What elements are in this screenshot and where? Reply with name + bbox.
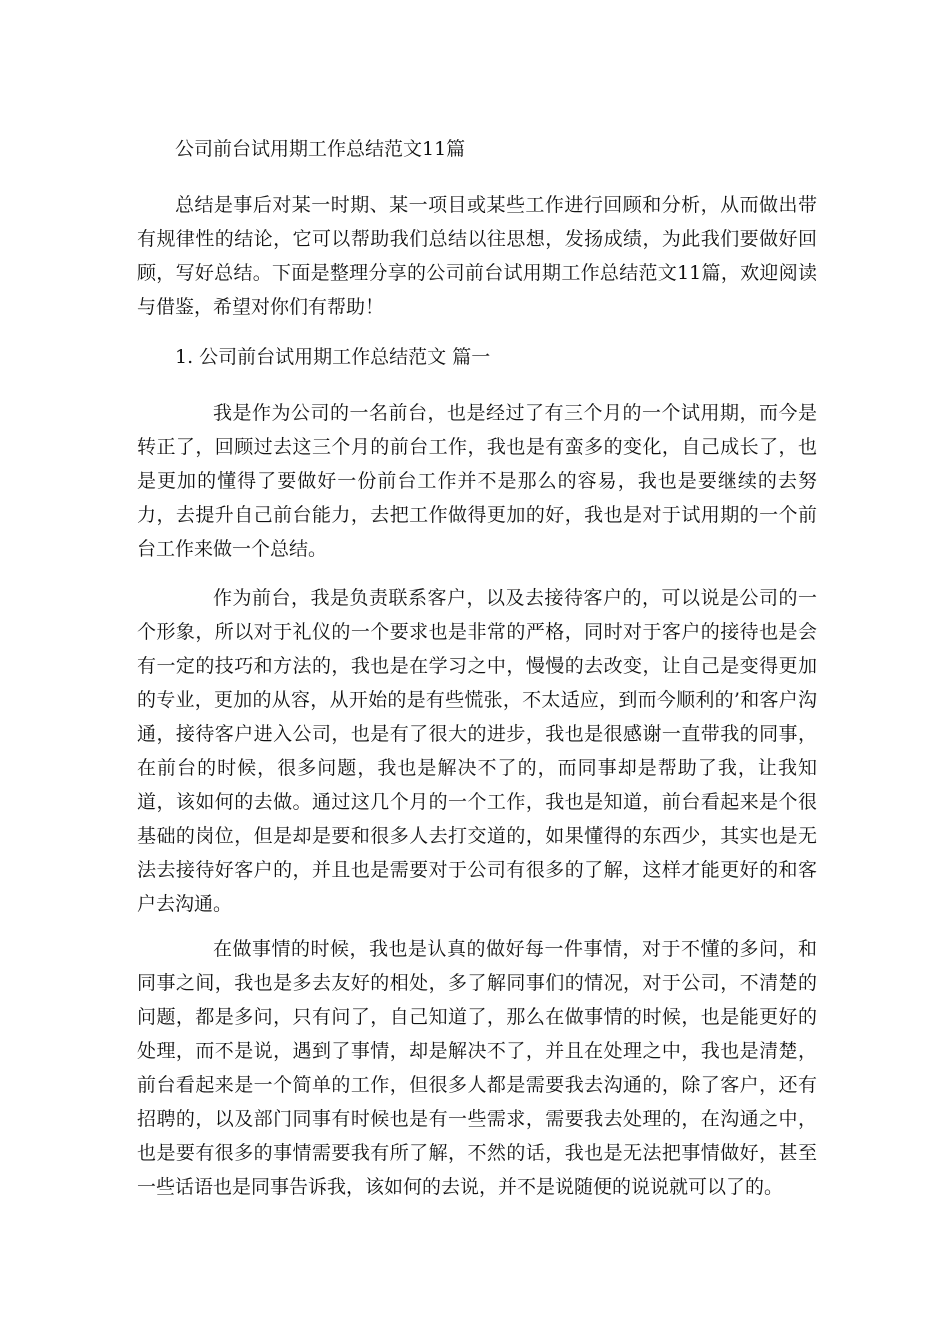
body-paragraph-2: 作为前台，我是负责联系客户，以及去接待客户的，可以说是公司的一个形象，所以对于礼仪的一个要求也是非常的严格，同时对于客户的接待也是会有一定的技巧和方法的，我也是在学习之中，慢慢的去改变，让自己是变得更加的专业，更加的从容，从开始的是有些慌张，不太适应，到而今顺利的’和客户沟通，接待客户进入公司，也是有了很大的进步，我也是很感谢一直带我的同事，在前台的时候，很多问题，我也是解决不了的，而同事却是帮助了我，让我知道，该如何的去做。通过这几个月的一个工作，我也是知道，前台看起来是个很基础的岗位，但是却是要和很多人去打交道的，如果懂得的东西少，其实也是无法去接待好客户的，并且也是需要对于公司有很多的了解，这样才能更好的和客户去沟通。: [137, 587, 817, 915]
intro-paragraph: 总结是事后对某一时期、某一项目或某些工作进行回顾和分析，从而做出带有规律性的结论，它可以帮助我们总结以往思想，发扬成绩，为此我们要做好回顾，写好总结。下面是整理分享的公司前台试用期工作总结范文11篇，欢迎阅读与借鉴，希望对你们有帮助！: [137, 194, 817, 318]
section-heading: 1. 公司前台试用期工作总结范文 篇一: [175, 346, 491, 368]
body-paragraph-3: 在做事情的时候，我也是认真的做好每一件事情，对于不懂的多问，和同事之间，我也是多去友好的相处，多了解同事们的情况，对于公司，不清楚的问题，都是多问，只有问了，自己知道了，那么在做事情的时候，也是能更好的处理，而不是说，遇到了事情，却是解决不了，并且在处理之中，我也是清楚，前台看起来是一个简单的工作，但很多人都是需要我去沟通的，除了客户，还有招聘的，以及部门同事有时候也是有一些需求，需要我去处理的，在沟通之中，也是要有很多的事情需要我有所了解，不然的话，我也是无法把事情做好，甚至一些话语也是同事告诉我，该如何的去说，并不是说随便的说说就可以了的。: [137, 938, 817, 1198]
body-paragraph-1: 我是作为公司的一名前台，也是经过了有三个月的一个试用期，而今是转正了，回顾过去这三个月的前台工作，我也是有蛮多的变化，自己成长了，也是更加的懂得了要做好一份前台工作并不是那么的容易，我也是要继续的去努力，去提升自己前台能力，去把工作做得更加的好，我也是对于试用期的一个前台工作来做一个总结。: [137, 402, 817, 560]
document-title: 公司前台试用期工作总结范文11篇: [175, 138, 466, 160]
